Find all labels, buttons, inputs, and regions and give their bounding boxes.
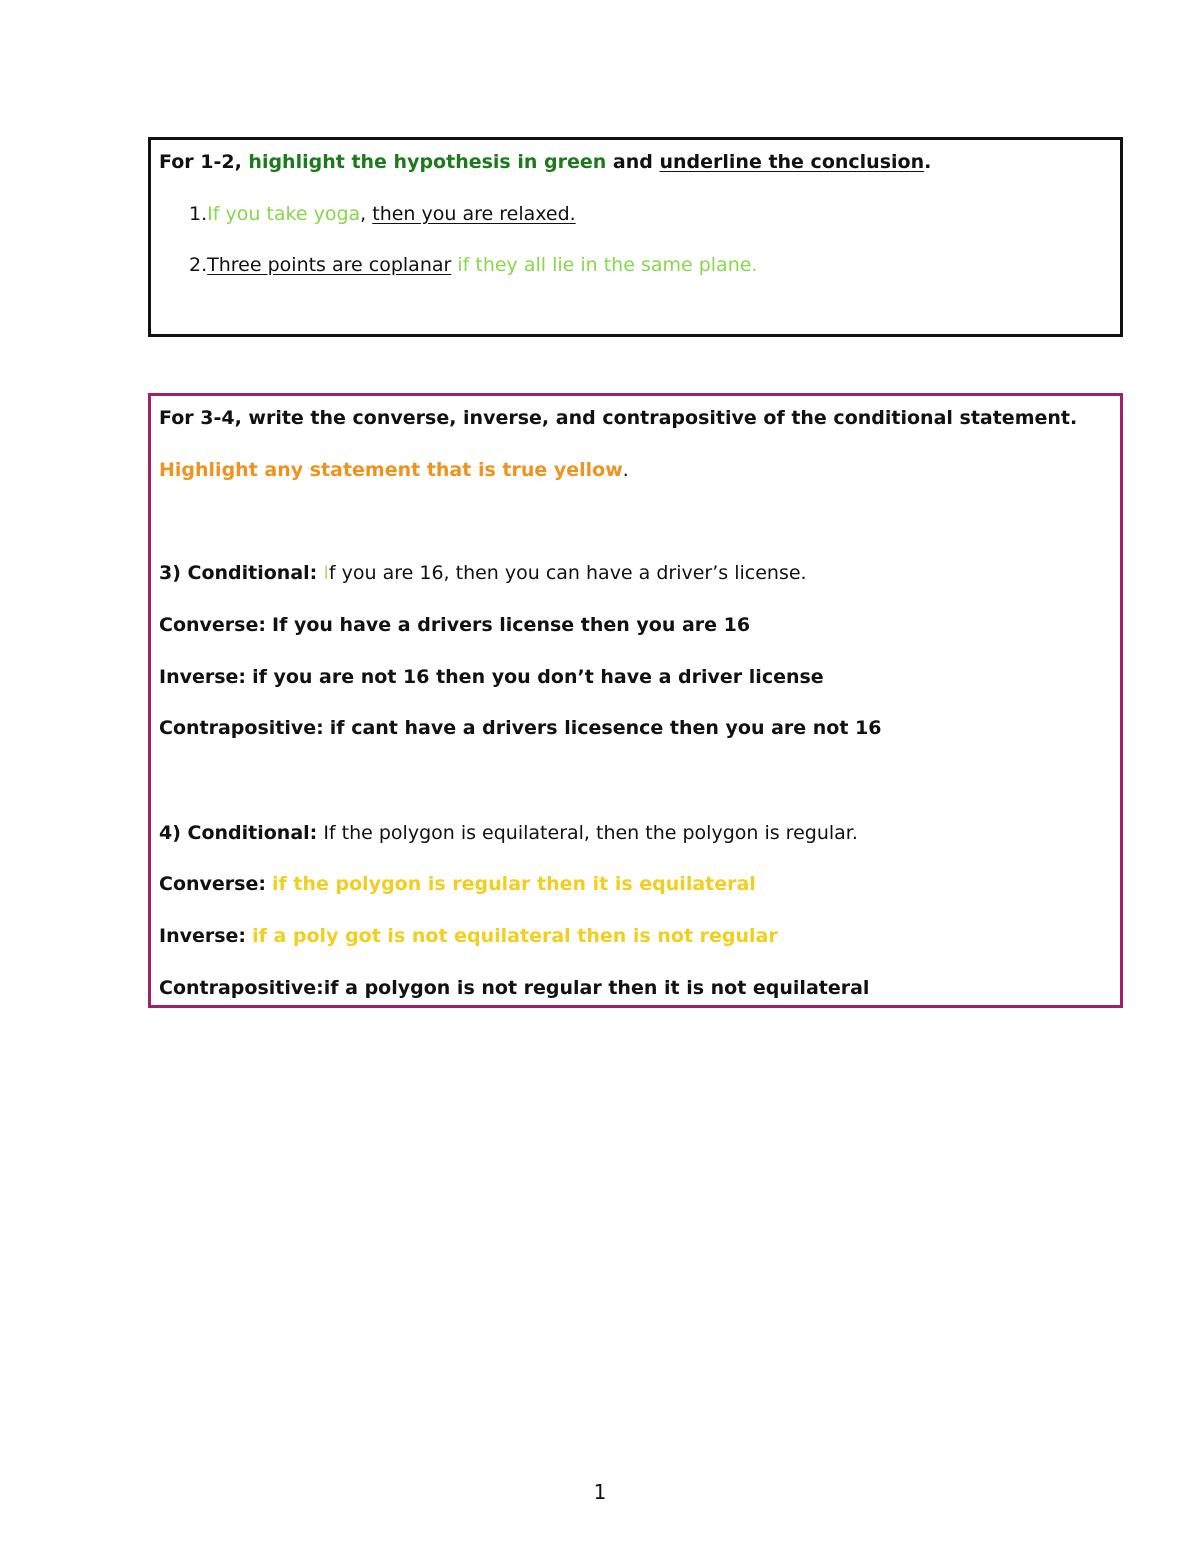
p4-conditional-text: If the polygon is equilateral, then the polygon is regular.: [323, 822, 858, 844]
p4-contrapositive-text: if a polygon is not regular then it is not equilateral: [323, 977, 870, 999]
p3-converse: [159, 613, 750, 637]
question-1: [189, 202, 576, 226]
instr-and: and: [612, 151, 653, 173]
question-1-comma: ,: [360, 203, 367, 225]
instr-highlight-green: highlight the hypothesis in green: [248, 151, 607, 173]
p4-converse-text: if the polygon is regular then it is equilateral: [272, 873, 756, 895]
question-1-number: 1.: [189, 203, 208, 225]
p4-contrapositive-label: Contrapositive:: [159, 977, 324, 999]
p4-inverse: [159, 924, 778, 948]
instr-highlight-yellow-text: Highlight any statement that is true yellow: [159, 459, 623, 481]
instructions-highlight-yellow: [159, 458, 629, 482]
p4-inverse-text: if a poly got is not equilateral then is not regular: [252, 925, 778, 947]
instructions-1-2: [159, 150, 931, 174]
p3-inverse-text: if you are not 16 then you don’t have a driver license: [252, 666, 824, 688]
p3-conditional-label: 3) Conditional:: [159, 562, 318, 584]
p4-conditional-label: 4) Conditional:: [159, 822, 318, 844]
p3-contrapositive-label: Contrapositive:: [159, 717, 324, 739]
question-2-hypothesis: if they all lie in the same plane.: [457, 254, 758, 276]
question-2-conclusion: Three points are coplanar: [207, 254, 452, 276]
p3-conditional: [159, 561, 807, 585]
p4-converse: [159, 872, 756, 896]
instr-highlight-period: .: [622, 459, 629, 481]
p3-inverse-label: Inverse:: [159, 666, 247, 688]
p4-inverse-label: Inverse:: [159, 925, 247, 947]
section-1-2-box: [148, 137, 1123, 337]
question-1-hypothesis: If you take yoga: [207, 203, 361, 225]
p3-contrapositive-text: if cant have a drivers licesence then you are not 16: [329, 717, 882, 739]
instr-underline: underline the conclusion: [659, 151, 925, 173]
p4-converse-label: Converse:: [159, 873, 266, 895]
p4-contrapositive: [159, 976, 869, 1000]
p3-conditional-text: f you are 16, then you can have a driver’s license.: [328, 562, 807, 584]
question-1-conclusion: then you are relaxed.: [372, 203, 576, 225]
p3-contrapositive: [159, 716, 882, 740]
instructions-3-4: For 3-4, write the converse, inverse, and contrapositive of the conditional statement.: [159, 407, 1078, 429]
p4-conditional: [159, 821, 858, 845]
p3-inverse: [159, 665, 824, 689]
question-2-number: 2.: [189, 254, 208, 276]
p3-converse-text: If you have a drivers license then you are 16: [272, 614, 751, 636]
p3-converse-label: Converse:: [159, 614, 266, 636]
instr-period: .: [924, 151, 932, 173]
question-2: [189, 253, 757, 277]
p3-conditional-first-letter: I: [323, 562, 329, 584]
instr-prefix: For 1-2,: [159, 151, 242, 173]
section-3-4-box: [148, 393, 1123, 1008]
page-number: 1: [593, 1480, 607, 1504]
